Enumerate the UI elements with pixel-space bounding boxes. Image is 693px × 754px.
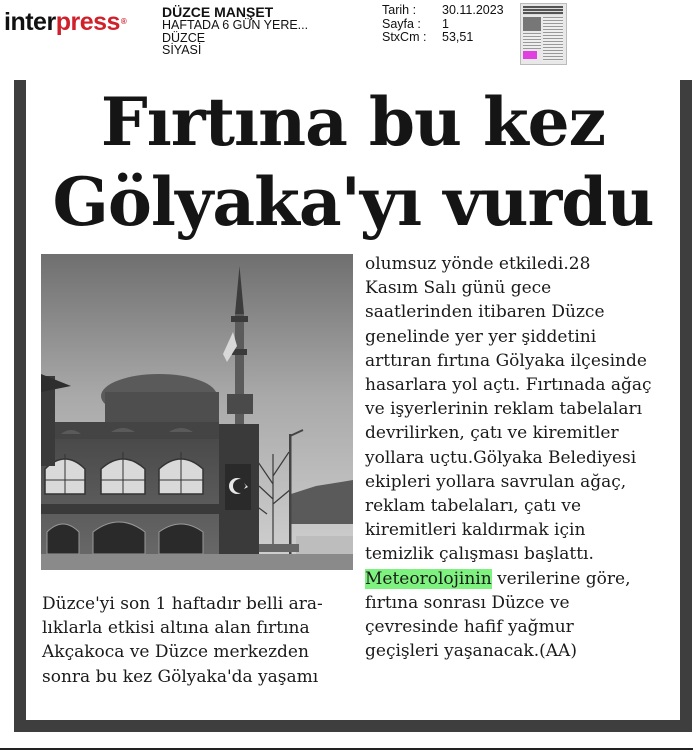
logo-press-text: press — [55, 8, 120, 36]
date-value: 30.11.2023 — [442, 3, 504, 17]
stxcm-value: 53,51 — [442, 30, 474, 44]
body-line: saatlerinden itibaren Düzce — [365, 302, 605, 323]
body-line-highlighted — [365, 567, 685, 591]
publication-frequency: HAFTADA 6 GÜN YERE... — [162, 18, 309, 32]
body-line: fırtına sonrası Düzce ve — [365, 592, 570, 613]
body-line: ve işyerlerinin reklam tabelaları — [365, 399, 643, 420]
body-line: kiremitleri kaldırmak için — [365, 520, 586, 541]
body-line: ekipleri yollara savrulan ağaç, — [365, 471, 627, 492]
body-line: lıklarla etkisi altına alan fırtına — [42, 618, 310, 639]
registered-mark-icon: ® — [120, 17, 127, 26]
page-value: 1 — [442, 16, 449, 31]
body-line: geçişleri yaşanacak.(AA) — [365, 641, 577, 662]
body-line: çevresinde hafif yağmur — [365, 617, 574, 638]
body-line: reklam tabelaları, çatı ve — [365, 496, 582, 517]
mosque-photo — [41, 254, 353, 570]
date-label: Tarih : — [382, 3, 417, 17]
page-label: Sayfa : — [382, 16, 421, 31]
body-line: temizlik çalışması başlattı. — [365, 544, 594, 565]
publication-name: DÜZCE MANŞET — [162, 4, 274, 20]
body-line: Akçakoca ve Düzce merkezden — [42, 642, 309, 663]
stxcm-label: StxCm : — [382, 30, 427, 44]
body-text: verilerine göre, — [491, 568, 631, 589]
publication-info — [162, 5, 308, 57]
body-line: olumsuz yönde etkiledi.28 — [365, 254, 591, 274]
body-line: devrilirken, çatı ve kiremitler — [365, 423, 619, 444]
page-thumbnail[interactable] — [520, 3, 567, 65]
highlighted-keyword: Meteorolojinin — [365, 568, 492, 589]
headline-line-1: Fırtına bu kez — [100, 83, 606, 161]
body-line: Kasım Salı günü gece — [365, 278, 552, 299]
body-line: sonra bu kez Gölyaka'da yaşamı — [42, 666, 319, 687]
body-line: yollara uçtu.Gölyaka Belediyesi — [365, 447, 637, 468]
logo-inter-text: inter — [4, 8, 56, 36]
article-headline — [26, 82, 680, 242]
body-line: Düzce'yi son 1 haftadır belli ara- — [42, 594, 323, 614]
interpress-logo — [4, 10, 126, 34]
clipping-meta — [382, 4, 504, 45]
headline-line-2: Gölyaka'yı vurdu — [52, 163, 654, 241]
article-body-left — [42, 592, 342, 689]
body-line: genelinde yer yer şiddetini — [365, 326, 597, 347]
publication-city: DÜZCE — [162, 30, 206, 45]
clipping-header — [0, 0, 693, 72]
bottom-rule — [0, 748, 693, 750]
body-line: hasarlara yol açtı. Fırtınada ağaç — [365, 375, 652, 396]
body-line: arttıran fırtına Gölyaka ilçesinde — [365, 350, 647, 371]
publication-category: SİYASİ — [162, 43, 202, 57]
article-body-right — [365, 252, 685, 663]
